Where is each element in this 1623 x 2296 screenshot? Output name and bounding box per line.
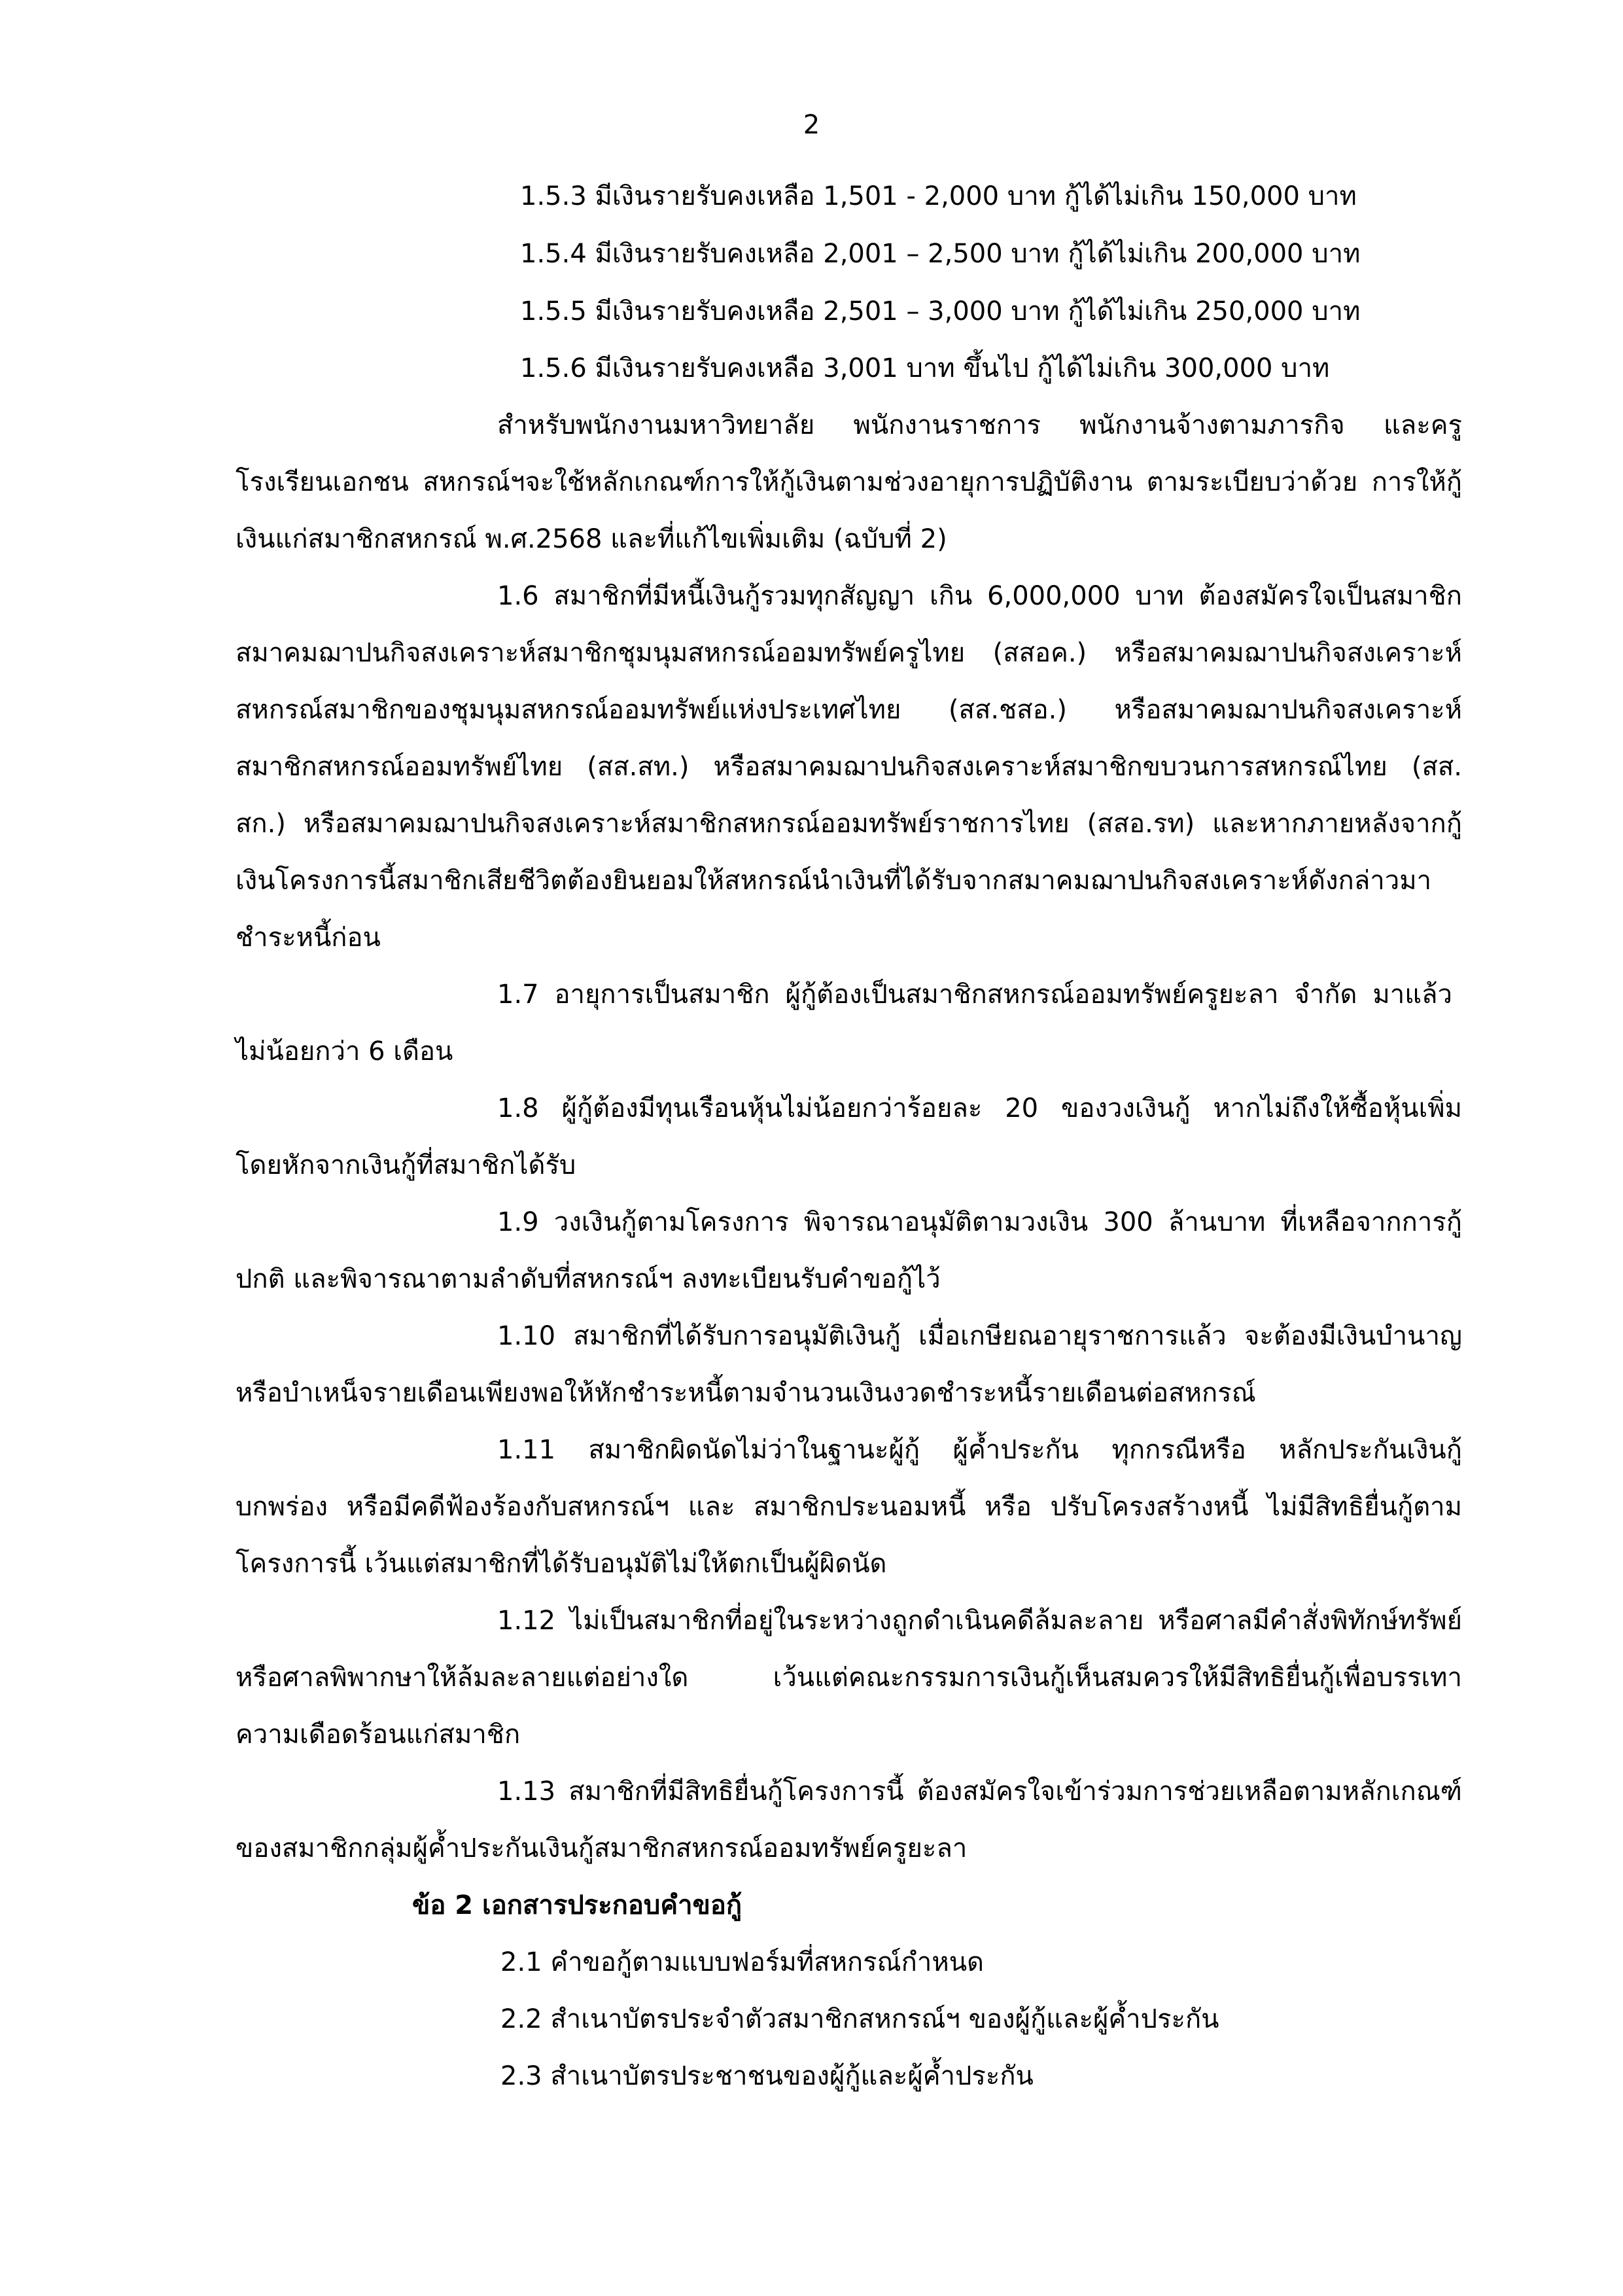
clause-1-10-line-2: หรือบำเหน็จรายเดือนเพียงพอให้หักชำระหนี้ตามจำนวนเงินงวดชำระหนี้รายเดือนต่อสหกรณ์ <box>236 1378 1256 1408</box>
item-2-1: 2.1 คำขอกู้ตามแบบฟอร์มที่สหกรณ์กำหนด <box>500 1947 985 1977</box>
clause-1-7-line-2: ไม่น้อยกว่า 6 เดือน <box>236 1036 453 1067</box>
clause-1-12-line-3: ความเดือดร้อนแก่สมาชิก <box>236 1720 521 1750</box>
item-2-3: 2.3 สำเนาบัตรประชาชนของผู้กู้และผู้ค้ำประกัน <box>500 2061 1034 2091</box>
clause-1-12-line-2: หรือศาลพิพากษาให้ล้มละลายแต่อย่างใด เว้นแต่คณะกรรมการเงินกู้เห็นสมควรให้มีสิทธิยื่นกู้เพื่อบรรเทา <box>236 1663 1462 1693</box>
clause-1-6-line-5: สก.) หรือสมาคมฌาปนกิจสงเคราะห์สมาชิกสหกรณ์ออมทรัพย์ราชการไทย (สสอ.รท) และหากภายหลังจากกู้ <box>236 809 1462 839</box>
clause-1-13-line-1: 1.13 สมาชิกที่มีสิทธิยื่นกู้โครงการนี้ ต้องสมัครใจเข้าร่วมการช่วยเหลือตามหลักเกณฑ์ <box>497 1776 1462 1807</box>
paragraph-staff-line-2: โรงเรียนเอกชน สหกรณ์ฯจะใช้หลักเกณฑ์การให้กู้เงินตามช่วงอายุการปฏิบัติงาน ตามระเบียบว่าด้วย การให้กู้ <box>236 467 1462 497</box>
clause-1-9-line-2: ปกติ และพิจารณาตามลำดับที่สหกรณ์ฯ ลงทะเบียนรับคำขอกู้ไว้ <box>236 1264 941 1294</box>
clause-1-12-line-1: 1.12 ไม่เป็นสมาชิกที่อยู่ในระหว่างถูกดำเนินคดีล้มละลาย หรือศาลมีคำสั่งพิทักษ์ทรัพย์ <box>497 1606 1462 1636</box>
clause-1-11-line-2: บกพร่อง หรือมีคดีฟ้องร้องกับสหกรณ์ฯ และ สมาชิกประนอมหนี้ หรือ ปรับโครงสร้างหนี้ ไม่มีสิทธิยื่นกู้ตาม <box>236 1492 1462 1522</box>
clause-1-8-line-1: 1.8 ผู้กู้ต้องมีทุนเรือนหุ้นไม่น้อยกว่าร้อยละ 20 ของวงเงินกู้ หากไม่ถึงให้ซื้อหุ้นเพิ่ม <box>497 1093 1462 1123</box>
section-2-heading: ข้อ 2 เอกสารประกอบคำขอกู้ <box>412 1890 742 1920</box>
page-number: 2 <box>803 110 820 140</box>
clause-1-11-line-3: โครงการนี้ เว้นแต่สมาชิกที่ได้รับอนุมัติไม่ให้ตกเป็นผู้ผิดนัด <box>236 1549 887 1579</box>
clause-1-5-4: 1.5.4 มีเงินรายรับคงเหลือ 2,001 – 2,500 บาท กู้ได้ไม่เกิน 200,000 บาท <box>520 239 1361 269</box>
clause-1-9-line-1: 1.9 วงเงินกู้ตามโครงการ พิจารณาอนุมัติตามวงเงิน 300 ล้านบาท ที่เหลือจากการกู้ <box>497 1207 1462 1237</box>
clause-1-5-6: 1.5.6 มีเงินรายรับคงเหลือ 3,001 บาท ขึ้นไป กู้ได้ไม่เกิน 300,000 บาท <box>520 353 1330 383</box>
clause-1-5-5: 1.5.5 มีเงินรายรับคงเหลือ 2,501 – 3,000 บาท กู้ได้ไม่เกิน 250,000 บาท <box>520 296 1361 327</box>
paragraph-staff-line-1: สำหรับพนักงานมหาวิทยาลัย พนักงานราชการ พนักงานจ้างตามภารกิจ และครู <box>497 410 1462 440</box>
clause-1-6-line-4: สมาชิกสหกรณ์ออมทรัพย์ไทย (สส.สท.) หรือสมาคมฌาปนกิจสงเคราะห์สมาชิกขบวนการสหกรณ์ไทย (สส. <box>236 752 1462 782</box>
clause-1-8-line-2: โดยหักจากเงินกู้ที่สมาชิกได้รับ <box>236 1150 576 1180</box>
clause-1-6-line-2: สมาคมฌาปนกิจสงเคราะห์สมาชิกชุมนุมสหกรณ์ออมทรัพย์ครูไทย (สสอค.) หรือสมาคมฌาปนกิจสงเคราะห์ <box>236 638 1462 668</box>
clause-1-10-line-1: 1.10 สมาชิกที่ได้รับการอนุมัติเงินกู้ เมื่อเกษียณอายุราชการแล้ว จะต้องมีเงินบำนาญ <box>497 1321 1462 1351</box>
clause-1-5-3: 1.5.3 มีเงินรายรับคงเหลือ 1,501 - 2,000 บาท กู้ได้ไม่เกิน 150,000 บาท <box>520 181 1357 211</box>
clause-1-6-line-7: ชำระหนี้ก่อน <box>236 923 381 953</box>
clause-1-11-line-1: 1.11 สมาชิกผิดนัดไม่ว่าในฐานะผู้กู้ ผู้ค้ำประกัน ทุกกรณีหรือ หลักประกันเงินกู้ <box>497 1435 1462 1465</box>
clause-1-6-line-1: 1.6 สมาชิกที่มีหนี้เงินกู้รวมทุกสัญญา เกิน 6,000,000 บาท ต้องสมัครใจเป็นสมาชิก <box>497 581 1462 611</box>
paragraph-staff-line-3: เงินแก่สมาชิกสหกรณ์ พ.ศ.2568 และที่แก้ไขเพิ่มเติม (ฉบับที่ 2) <box>236 524 947 554</box>
clause-1-6-line-3: สหกรณ์สมาชิกของชุมนุมสหกรณ์ออมทรัพย์แห่งประเทศไทย (สส.ชสอ.) หรือสมาคมฌาปนกิจสงเคราะห์ <box>236 695 1462 725</box>
clause-1-7-line-1: 1.7 อายุการเป็นสมาชิก ผู้กู้ต้องเป็นสมาชิกสหกรณ์ออมทรัพย์ครูยะลา จำกัด มาแล้ว <box>497 980 1452 1010</box>
clause-1-13-line-2: ของสมาชิกกลุ่มผู้ค้ำประกันเงินกู้สมาชิกสหกรณ์ออมทรัพย์ครูยะลา <box>236 1833 968 1863</box>
clause-1-6-line-6: เงินโครงการนี้สมาชิกเสียชีวิตต้องยินยอมให้สหกรณ์นำเงินที่ได้รับจากสมาคมฌาปนกิจสงเคราะห์ดังกล่าวมา <box>236 866 1432 896</box>
item-2-2: 2.2 สำเนาบัตรประจำตัวสมาชิกสหกรณ์ฯ ของผู้กู้และผู้ค้ำประกัน <box>500 2004 1219 2034</box>
